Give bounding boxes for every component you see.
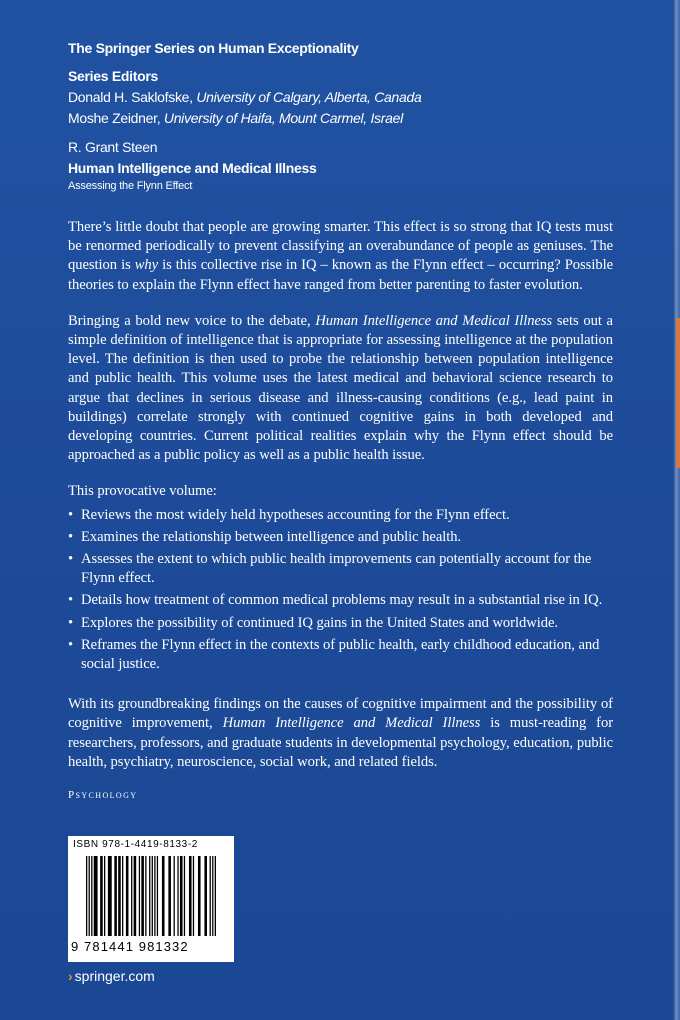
editor-affiliation: University of Haifa, Mount Carmel, Israel <box>163 110 403 126</box>
barcode-bar <box>168 856 171 936</box>
barcode-bar <box>86 856 87 936</box>
book-subtitle: Assessing the Flynn Effect <box>68 180 193 192</box>
list-item <box>68 614 613 633</box>
text-run: There’s little doubt that people are growing smarter. This effect is so strong that IQ tests must be renormed periodically to prevent classifying an overabundance of people as geniuses. The question is <box>68 219 613 274</box>
barcode-bar <box>193 856 194 936</box>
series-title: The Springer Series on Human Exceptionality <box>68 40 359 56</box>
barcode-bar <box>108 856 112 936</box>
barcode-digits: 9 781441 981332 <box>71 939 189 954</box>
list-item-text: Assesses the extent to which public health improvements can potentially account for the Flynn effect. <box>81 551 592 587</box>
category-text: Psychology <box>68 789 138 802</box>
barcode-bar <box>89 856 90 936</box>
isbn-barcode-box <box>68 836 234 962</box>
blurb-paragraph <box>68 695 613 772</box>
text-run: sets out a simple definition of intelligence that is appropriate for assessing intelligence at the population level. The definition is then used to probe the relationship between population intelligence and public health. This volume uses the latest medical and behavioral science research to argue that declines in serious disease and illness-causing conditions (e.g., lead paint in buildings) correlate strongly with continued cognitive gains in both developed and developing countries. Current political realities explain why the Flynn effect should be approached as a public policy as well as a public health issue. <box>68 312 613 464</box>
spine-mark <box>676 318 680 468</box>
barcode-bar <box>126 856 129 936</box>
list-item <box>68 506 613 525</box>
book-title: Human Intelligence and Medical Illness <box>68 160 317 176</box>
bullet-icon: • <box>68 614 74 631</box>
barcode-bar <box>94 856 98 936</box>
barcode-bar <box>145 856 146 936</box>
barcode-bar <box>122 856 123 936</box>
cover-text <box>68 38 613 801</box>
series-editor <box>68 108 613 129</box>
list-item <box>68 636 613 674</box>
series-editors-heading: Series Editors <box>68 68 158 84</box>
spine-edge <box>673 0 680 1020</box>
text-run: With its groundbreaking findings on the causes of cognitive impairment and the possibility of cognitive improvement, <box>68 696 613 732</box>
barcode-bar <box>134 856 137 936</box>
list-item <box>68 550 613 588</box>
barcode-bar <box>157 856 158 936</box>
barcode-bar <box>210 856 211 936</box>
barcode-bar <box>118 856 121 936</box>
bullet-icon: • <box>68 592 74 609</box>
barcode-bar <box>198 856 201 936</box>
barcode-bar <box>184 856 185 936</box>
bullet-icon: • <box>68 636 74 653</box>
list-item-text: Reframes the Flynn effect in the contexts of public health, early childhood education, and social justice. <box>81 636 600 673</box>
barcode-bar <box>180 856 183 936</box>
feature-list <box>68 506 613 675</box>
book-title-emphasis: Human Intelligence and Medical Illness <box>222 715 481 732</box>
list-item-text: Details how treatment of common medical problems may result in a substantial rise in IQ. <box>81 592 603 609</box>
text-run: is must-reading for researchers, professors, and graduate students in developmental psychology, education, public health, psychiatry, neuroscience, social work, and related fields. <box>68 715 614 770</box>
list-intro: This provocative volume: <box>68 483 217 500</box>
publisher-website[interactable] <box>68 968 155 984</box>
list-item-text: Reviews the most widely held hypotheses accounting for the Flynn effect. <box>81 506 510 523</box>
bullet-icon: • <box>68 506 74 523</box>
barcode-bar <box>131 856 132 936</box>
barcode-bar <box>177 856 178 936</box>
blurb <box>68 218 613 772</box>
barcode-bar <box>149 856 150 936</box>
editor-name: Donald H. Saklofske, <box>68 89 197 105</box>
text-run: is this collective rise in IQ – known as the Flynn effect – occurring? Possible theories to explain the Flynn effect have ranged from better parenting to faster evolution. <box>68 257 613 293</box>
barcode-bar <box>100 856 103 936</box>
barcode-bar <box>174 856 175 936</box>
emphasis: why <box>134 257 159 274</box>
isbn-label: ISBN 978-1-4419-8133-2 <box>73 839 198 850</box>
list-item <box>68 591 613 610</box>
category-label <box>68 789 613 801</box>
book-author: R. Grant Steen <box>68 139 158 155</box>
blurb-paragraph <box>68 218 613 295</box>
barcode-bar <box>141 856 144 936</box>
book-title-emphasis: Human Intelligence and Medical Illness <box>315 312 553 329</box>
barcode-bar <box>189 856 192 936</box>
blurb-paragraph <box>68 312 613 466</box>
editor-name: Moshe Zeidner, <box>68 110 164 126</box>
series-editor <box>68 87 613 108</box>
barcode-bar <box>162 856 165 936</box>
text-run: Bringing a bold new voice to the debate, <box>68 312 316 329</box>
barcode-bar <box>154 856 155 936</box>
list-item-text: Explores the possibility of continued IQ gains in the United States and worldwide. <box>81 614 559 631</box>
bullet-icon: • <box>68 551 74 568</box>
editor-affiliation: University of Calgary, Alberta, Canada <box>196 89 422 105</box>
website-url: springer.com <box>74 968 155 984</box>
barcode-bar <box>104 856 105 936</box>
barcode-bar <box>212 856 213 936</box>
list-item-text: Examines the relationship between intelligence and public health. <box>81 528 462 545</box>
barcode-bar <box>204 856 207 936</box>
barcode-bar <box>152 856 153 936</box>
list-item <box>68 528 613 547</box>
barcode-bar <box>114 856 117 936</box>
barcode-bar <box>215 856 216 936</box>
chevron-right-icon: › <box>68 968 73 984</box>
barcode-bar <box>91 856 92 936</box>
barcode-icon <box>86 856 216 936</box>
barcode-bar <box>139 856 140 936</box>
bullet-icon: • <box>68 528 74 545</box>
